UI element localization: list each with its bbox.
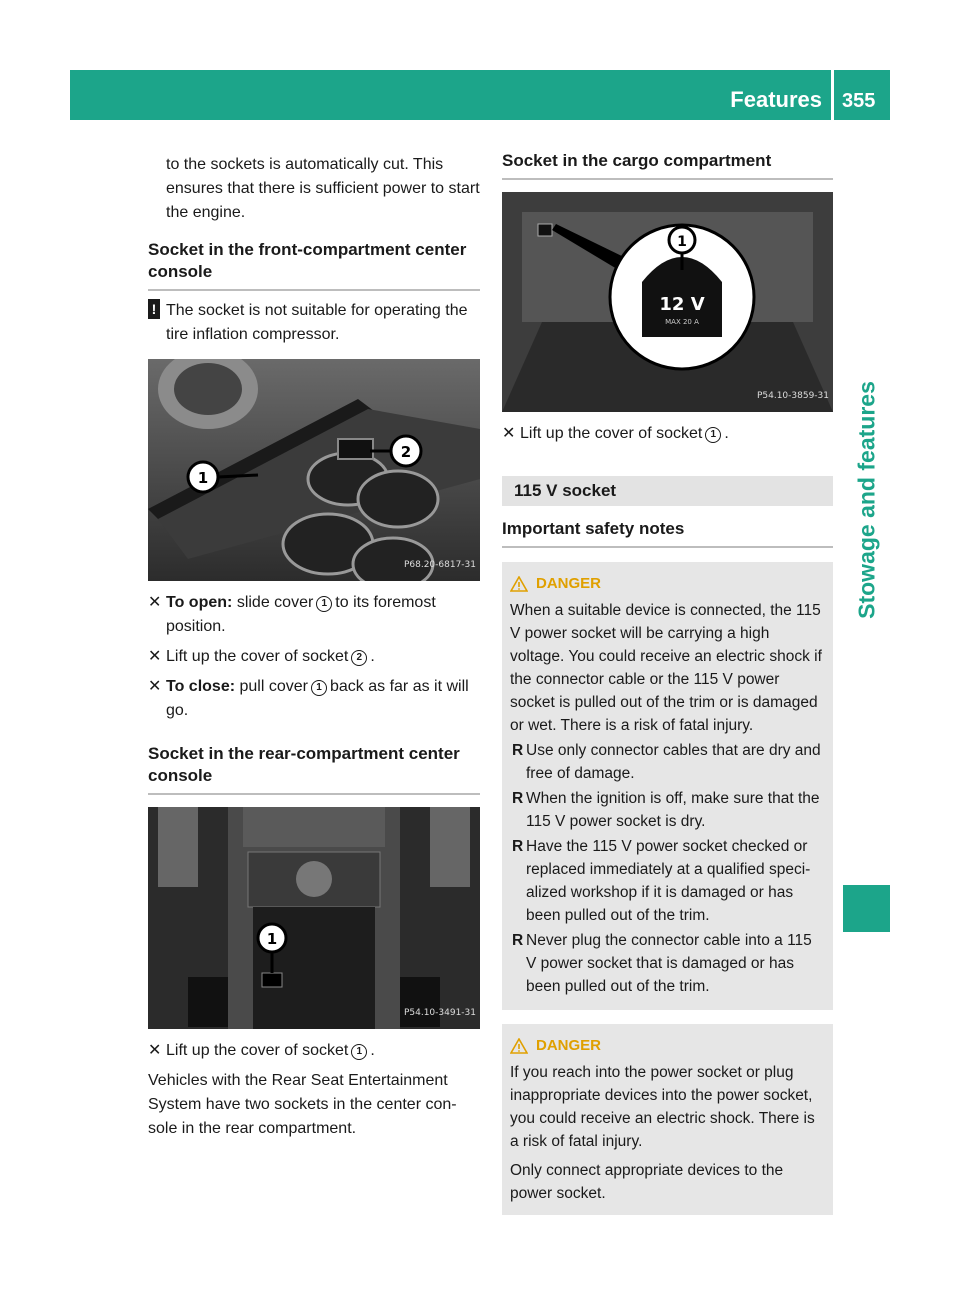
front-console-heading: Socket in the front-compartment center console [148,239,480,291]
rear-image-code: P54.10-3491-31 [403,1008,476,1018]
side-tab-marker [843,885,890,932]
rear-step-lift: ✕ Lift up the cover of socket 1 . [148,1039,480,1063]
step-arrow-icon: ✕ [148,678,162,695]
safety-heading: Important safety notes [502,518,833,548]
front-step-open: ✕ To open: slide cover 1 to its foremost position. [148,591,480,639]
cargo-photo [502,192,833,412]
callout-1: 1 [311,680,327,696]
warning-triangle-icon [510,1038,528,1054]
header-divider [831,70,834,120]
step-arrow-icon: ✕ [148,594,162,611]
front-notice [148,299,480,347]
danger-box-2 [502,1024,833,1215]
danger-bullet: R Have the 115 V power socket checked or replaced immediately at a qualified speci- alized workshop if it is damaged or has been pulled out of the trim. [512,838,811,924]
danger-bullet: R Never plug the connector cable into a 115 V power socket that is damaged or has been pulled out of the trim. [512,932,812,995]
left-column [148,153,480,1141]
callout-1: 1 [351,1044,367,1060]
page-number: 355 [842,90,876,112]
cargo-image-code: P54.10-3859-31 [756,391,829,401]
svg-text:1: 1 [677,234,687,250]
danger-text: When a suitable device is connected, the 115 V power socket will be carrying a high voltage. You could receive an electric shock if the connector cable or the 115 V power socket is pulled out of the trim or is damaged or wet. There is a risk of fatal injury. [510,602,822,734]
front-console-photo [148,359,480,581]
rear-info-text: Vehicles with the Rear Seat Entertainment System have two sockets in the center con- sole in the rear compartment. [148,1072,457,1137]
danger-box-1 [502,562,833,1010]
danger-bullet: R Use only connector cables that are dry and free of damage. [512,742,821,782]
callout-1: 1 [316,596,332,612]
front-step-lift: ✕ Lift up the cover of socket 2 . [148,645,480,669]
danger-bullet: R When the ignition is off, make sure that the 115 V power socket is dry. [512,790,820,830]
rear-console-photo [148,807,480,1029]
rear-console-heading: Socket in the rear-compartment center console [148,743,480,795]
front-notice-text: The socket is not suitable for operating the tire inflation compressor. [166,302,468,343]
front-image-code: P68.20-6817-31 [403,560,476,570]
intro-text: to the sockets is automatically cut. This ensures that there is sufficient power to start the engine. [166,156,480,221]
step-arrow-icon: ✕ [148,1042,162,1059]
section-title: Features [730,87,822,112]
callout-1: 1 [705,427,721,443]
step-arrow-icon: ✕ [148,648,162,665]
section-115v: 115 V socket [502,476,833,506]
right-column [502,150,833,1215]
socket-label: 12 V [659,294,705,315]
danger-text: If you reach into the power socket or plug inappropriate devices into the power socket, you could receive an electric shock. There is a risk of fatal injury. [510,1064,815,1150]
danger-label: DANGER [536,575,602,592]
cargo-step-lift: ✕ Lift up the cover of socket 1 . [502,422,833,446]
callout-2: 2 [351,650,367,666]
side-tab-label: Stowage and features [853,381,880,619]
svg-text:2: 2 [400,443,412,461]
svg-text:1: 1 [197,469,209,487]
front-step-close: ✕ To close: pull cover 1 back as far as it will go. [148,675,480,723]
cargo-heading: Socket in the cargo compartment [502,150,833,180]
step-arrow-icon: ✕ [502,425,516,442]
socket-sublabel: MAX 20 A [665,318,699,326]
warning-triangle-icon [510,576,528,592]
svg-text:1: 1 [266,930,278,948]
danger-text: Only connect appropriate devices to the power socket. [510,1162,784,1202]
notice-icon: ! [148,299,160,319]
danger-label: DANGER [536,1037,602,1054]
